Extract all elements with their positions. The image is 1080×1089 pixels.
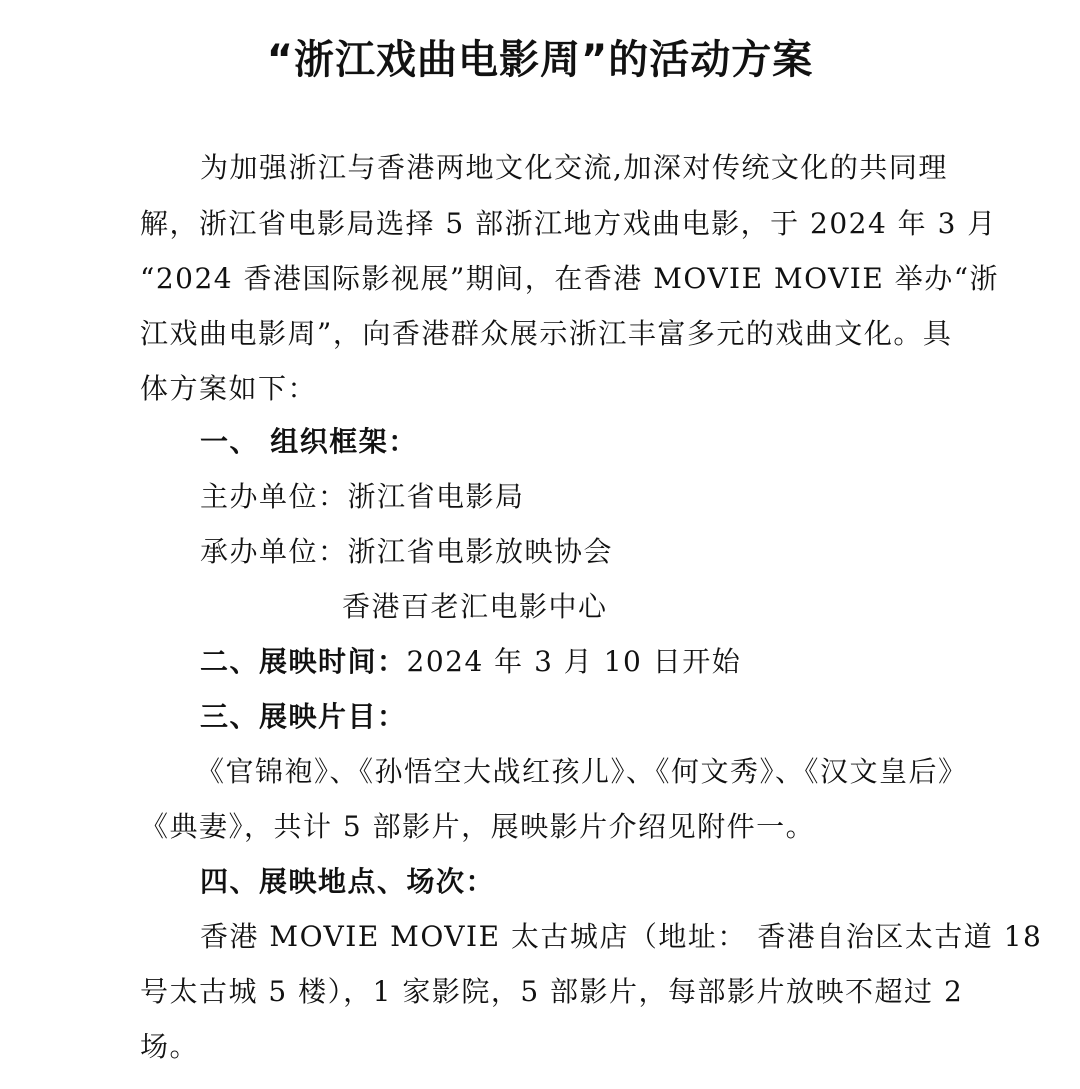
film-list-line-1: 《官锦袍》、《孙悟空大战红孩儿》、《何文秀》、《汉文皇后》 bbox=[196, 755, 968, 788]
screening-time bbox=[200, 642, 940, 682]
organizer-unit: 承办单位：浙江省电影放映协会 bbox=[200, 535, 614, 568]
intro-line-4: 江戏曲电影周”，向香港群众展示浙江丰富多元的戏曲文化。具 bbox=[140, 317, 953, 350]
intro-line-1: 为加强浙江与香港两地文化交流,加深对传统文化的共同理 bbox=[200, 151, 948, 184]
venue-line-1: 香港 MOVIE MOVIE 太古城店（地址： 香港自治区太古道 18 bbox=[200, 920, 1043, 953]
section-4-heading: 四、展映地点、场次： bbox=[200, 865, 496, 898]
venue-line-3: 场。 bbox=[140, 1030, 200, 1063]
document-title: “浙江戏曲电影周”的活动方案 bbox=[266, 37, 814, 83]
organizer-unit-2: 香港百老汇电影中心 bbox=[342, 590, 608, 623]
section-3-heading: 三、展映片目： bbox=[200, 700, 407, 733]
intro-line-2: 解，浙江省电影局选择 5 部浙江地方戏曲电影，于 2024 年 3 月 bbox=[140, 207, 997, 240]
screening-time-value: 2024 年 3 月 10 日开始 bbox=[406, 645, 742, 678]
host-unit: 主办单位：浙江省电影局 bbox=[200, 480, 525, 513]
section-2-heading: 二、展映时间： bbox=[200, 645, 407, 678]
film-list-line-2: 《典妻》，共计 5 部影片，展映影片介绍见附件一。 bbox=[140, 810, 816, 843]
venue-line-2: 号太古城 5 楼），1 家影院，5 部影片，每部影片放映不超过 2 bbox=[140, 975, 964, 1008]
intro-line-3: “2024 香港国际影视展”期间，在香港 MOVIE MOVIE 举办“浙 bbox=[140, 262, 1000, 295]
section-1-heading: 一、 组织框架： bbox=[200, 425, 418, 458]
intro-line-5: 体方案如下： bbox=[140, 372, 318, 405]
